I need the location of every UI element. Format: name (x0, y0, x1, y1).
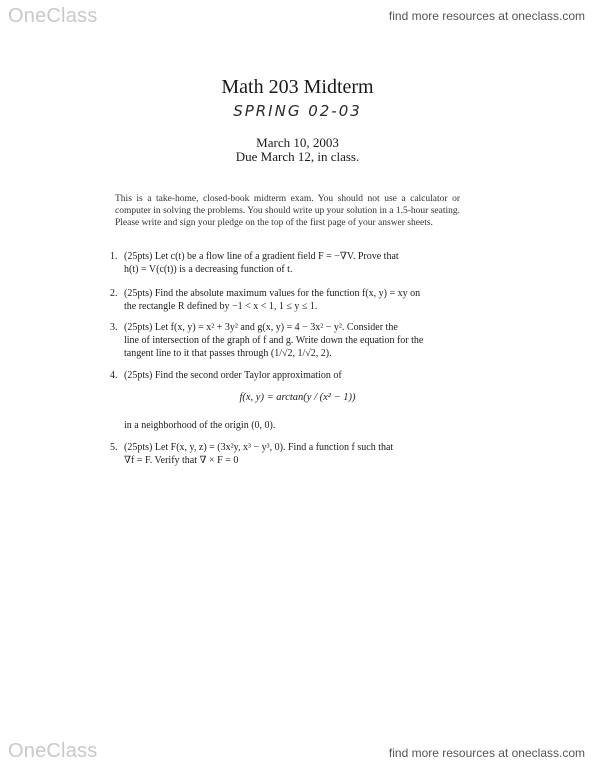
problem-3 (110, 321, 465, 360)
problem-number: 2. (110, 288, 118, 299)
exam-date: March 10, 2003 (256, 135, 339, 150)
problem-text: ∇f = F. Verify that ∇ × F = 0 (124, 455, 239, 466)
oneclass-logo[interactable] (8, 5, 97, 28)
problem-text: (25pts) Let f(x, y) = x² + 3y² and g(x, y) = 4 − 3x² − y². Consider the (124, 322, 398, 333)
problem-text: the rectangle R defined by −1 < x < 1, 1 ≤ y ≤ 1. (124, 301, 318, 312)
problem-5 (110, 441, 465, 467)
document-title: Math 203 Midterm (221, 76, 374, 98)
problem-number: 1. (110, 251, 118, 262)
problem-4 (110, 369, 465, 382)
exam-instructions: This is a take-home, closed-book midterm exam. You should not use a calculator or computer in solving the problems. You should write up your solution in a 1.5-hour seating. Please write and sign your pledge on the top of the first page of your answer sheets. (115, 194, 460, 228)
find-resources-link[interactable]: find more resources at oneclass.com (388, 9, 585, 23)
problem-4-continuation: in a neighborhood of the origin (0, 0). (124, 420, 276, 431)
oneclass-logo-footer[interactable] (8, 740, 97, 763)
problem-number: 4. (110, 370, 118, 381)
problem-text: (25pts) Find the absolute maximum values for the function f(x, y) = xy on (124, 288, 421, 299)
brand-text: OneClass (8, 740, 98, 762)
date-block (0, 136, 595, 164)
problem-2 (110, 287, 465, 313)
problem-number: 5. (110, 442, 118, 453)
find-resources-link-footer[interactable]: find more resources at oneclass.com (388, 746, 585, 760)
problem-number: 3. (110, 322, 118, 333)
problem-text: h(t) = V(c(t)) is a decreasing function of t. (124, 264, 293, 275)
brand-text: OneClass (8, 5, 98, 27)
handwritten-semester: SPRING 02-03 (233, 102, 362, 120)
problem-text: (25pts) Let F(x, y, z) = (3x²y, x³ − y³, 0). Find a function f such that (124, 442, 394, 453)
due-date: Due March 12, in class. (235, 149, 360, 164)
problem-1 (110, 250, 465, 276)
problem-text: (25pts) Find the second order Taylor approximation of (124, 370, 342, 381)
problem-text: (25pts) Let c(t) be a flow line of a gradient field F = −∇V. Prove that (124, 251, 399, 262)
taylor-formula: f(x, y) = arctan(y / (x² − 1)) (239, 392, 356, 403)
problem-text: line of intersection of the graph of f and g. Write down the equation for the (124, 335, 424, 346)
problem-text: tangent line to it that passes through (1/√2, 1/√2, 2). (124, 348, 332, 359)
